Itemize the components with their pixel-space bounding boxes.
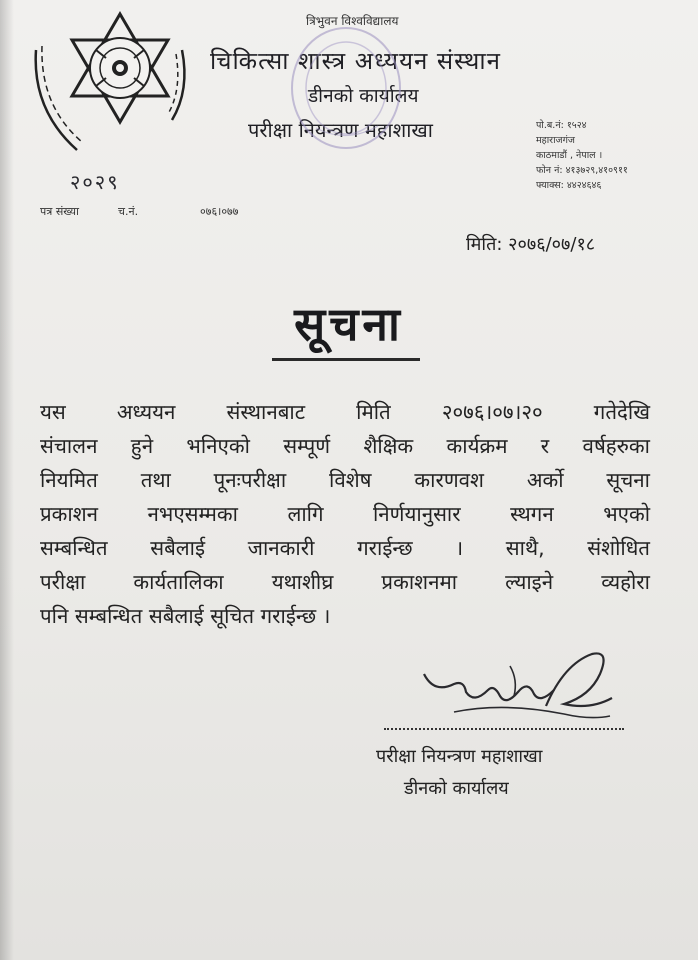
signature-dotted-line — [384, 728, 624, 730]
rubber-stamp — [286, 18, 406, 168]
area: महाराजगंज — [536, 135, 575, 146]
page-edge-shadow — [0, 0, 14, 960]
notice-line-1: यस अध्ययन संस्थानबाट मिति २०७६।०७।२० गतेदेखि — [40, 400, 650, 424]
date-label: मिति: — [466, 234, 503, 255]
seal-year: २०२९ — [70, 170, 120, 194]
fax: फ्याक्स: ४४२४६४६ — [536, 180, 602, 191]
notice-line-6: परीक्षा कार्यतालिका यथाशीघ्र प्रकाशनमा ल्याइने व्यहोरा — [40, 570, 650, 594]
notice-line-5: सम्बन्धित सबैलाई जानकारी गराईन्छ । साथै, संशोधित — [40, 536, 650, 560]
notice-line-4: प्रकाशन नभएसम्मका लागि निर्णयानुसार स्थगन भएको — [40, 502, 650, 526]
date-line — [466, 232, 595, 256]
date-value: २०७६/०७/१८ — [508, 234, 596, 255]
university-name: त्रिभुवन विश्वविद्यालय — [306, 14, 399, 28]
fiscal-year-reference: ०७६।०७७ — [200, 205, 239, 218]
phone: फोन नं: ४१३७२९,४१०९११ — [536, 165, 628, 176]
contact-block — [536, 118, 628, 193]
dispatch-number-label: च.नं. — [118, 205, 139, 218]
notice-line-2: संचालन हुने भनिएको सम्पूर्ण शैक्षिक कार्यक्रम र वर्षहरुका — [40, 434, 650, 458]
exam-section-name: परीक्षा नियन्त्रण महाशाखा — [248, 118, 433, 142]
handwritten-signature — [414, 644, 624, 734]
title-underline — [272, 358, 420, 361]
signatory-office-line-2: डीनको कार्यालय — [404, 778, 509, 799]
notice-title: सूचना — [294, 297, 404, 351]
dean-office-name: डीनको कार्यालय — [308, 85, 419, 107]
institute-seal-logo — [22, 10, 202, 160]
notice-line-7: पनि सम्बन्धित सबैलाई सूचित गराईन्छ । — [40, 604, 331, 628]
institute-name: चिकित्सा शास्त्र अध्ययन संस्थान — [210, 47, 501, 75]
city: काठमाडौं , नेपाल । — [536, 150, 603, 161]
notice-line-3: नियमित तथा पूनःपरीक्षा विशेष कारणवश अर्को सूचना — [40, 468, 650, 492]
letter-number-label: पत्र संख्या — [40, 205, 79, 218]
signatory-office-line-1: परीक्षा नियन्त्रण महाशाखा — [376, 746, 543, 767]
po-box: पो.ब.नं: १५२४ — [536, 120, 587, 131]
